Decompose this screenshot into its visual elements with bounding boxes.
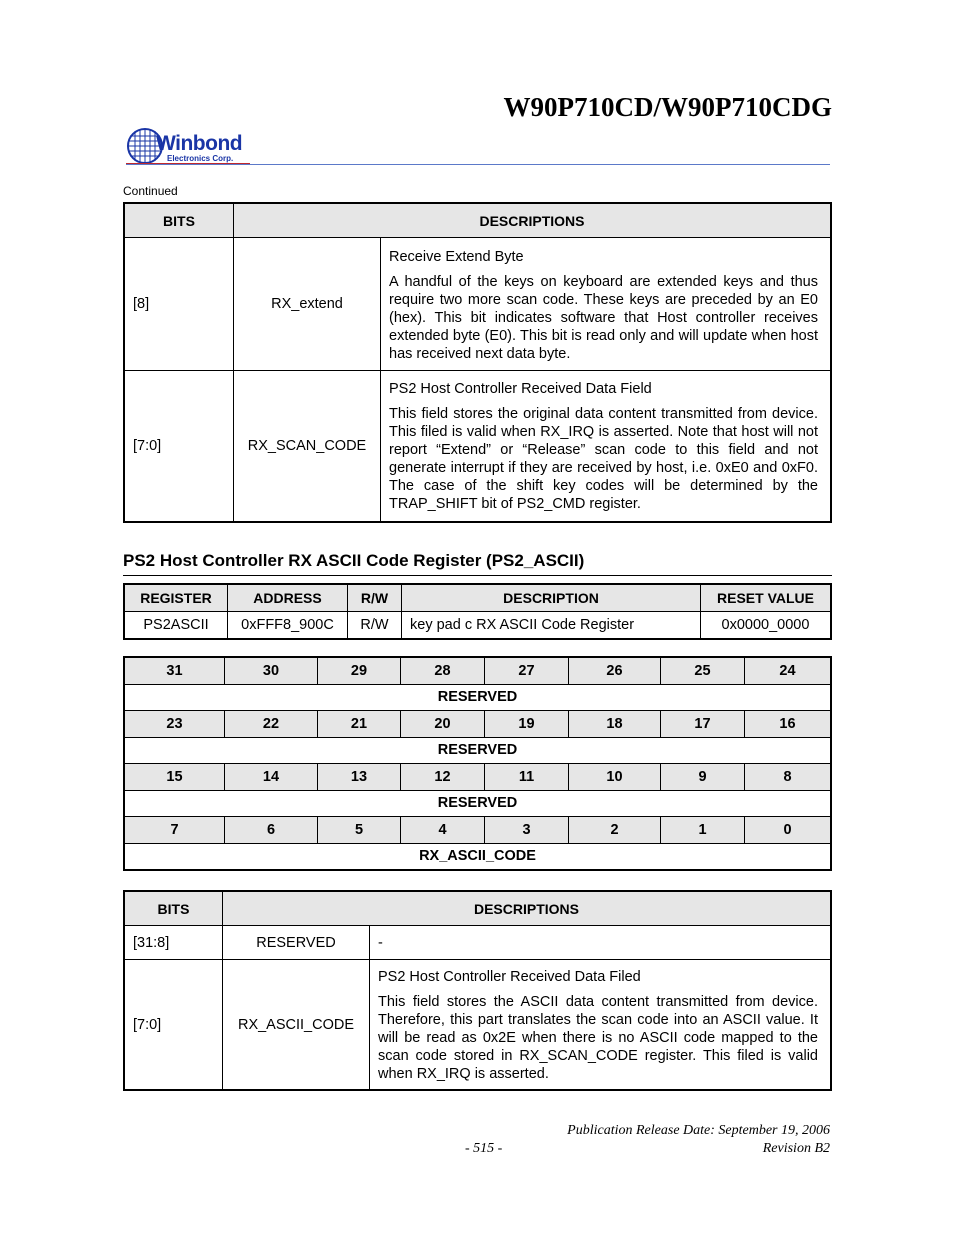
bit-number: 25: [661, 657, 745, 684]
description-header: DESCRIPTION: [402, 584, 701, 612]
bit-number: 19: [485, 711, 569, 738]
bit-number: 31: [124, 657, 225, 684]
bit-field-label: RESERVED: [124, 737, 831, 764]
field-name-cell: RESERVED: [223, 926, 370, 960]
table-row: [124, 371, 831, 522]
bit-number: 27: [485, 657, 569, 684]
bit-number: 18: [569, 711, 661, 738]
bit-number: 26: [569, 657, 661, 684]
bit-number: 4: [401, 817, 485, 844]
description-cell: [381, 238, 832, 371]
bit-number: 7: [124, 817, 225, 844]
bit-number: 16: [745, 711, 832, 738]
bit-number: 12: [401, 764, 485, 791]
bit-number: 28: [401, 657, 485, 684]
bit-number: 3: [485, 817, 569, 844]
bit-number: 14: [225, 764, 318, 791]
field-name-cell: RX_ASCII_CODE: [223, 960, 370, 1091]
bit-number: 21: [318, 711, 401, 738]
bit-number: 2: [569, 817, 661, 844]
bit-number: 13: [318, 764, 401, 791]
table-row: [124, 238, 831, 371]
bit-number: 5: [318, 817, 401, 844]
logo-subtitle: Electronics Corp.: [167, 154, 234, 163]
header-rule: [126, 164, 830, 165]
rw-header: R/W: [348, 584, 402, 612]
bits-header: BITS: [124, 891, 223, 926]
description-title: PS2 Host Controller Received Data Field: [389, 381, 652, 398]
register-header: REGISTER: [124, 584, 228, 612]
bits-cell: [31:8]: [124, 926, 223, 960]
description-text: A handful of the keys on keyboard are extended keys and thus require two more scan code. These keys are preceded by an E0 (hex). This bit indicates software that Host controller receives extended byte (E0). This bit is read only and will update when host has received next data byte.: [389, 273, 818, 362]
description-title: PS2 Host Controller Received Data Filed: [378, 969, 641, 985]
bit-number: 8: [745, 764, 832, 791]
description-cell: [381, 371, 832, 522]
bit-number: 24: [745, 657, 832, 684]
bits-description-table-2: [123, 890, 832, 1091]
bit-number: 23: [124, 711, 225, 738]
revision-label: Revision B2: [762, 1141, 830, 1156]
bit-number: 20: [401, 711, 485, 738]
table-row: [124, 612, 831, 640]
section-title: PS2 Host Controller RX ASCII Code Register (PS2_ASCII): [123, 551, 585, 570]
bit-field-label: RESERVED: [124, 684, 831, 711]
bits-description-table-1: [123, 202, 832, 523]
bit-number: 10: [569, 764, 661, 791]
address-cell: 0xFFF8_900C: [228, 612, 348, 640]
section-rule: [123, 575, 832, 576]
register-table: [123, 583, 832, 640]
description-cell: -: [370, 926, 832, 960]
bit-field-label: RX_ASCII_CODE: [124, 843, 831, 870]
description-cell: key pad c RX ASCII Code Register: [402, 612, 701, 640]
publication-date: Publication Release Date: September 19, 2006: [567, 1123, 830, 1138]
bit-number: 9: [661, 764, 745, 791]
bits-header: BITS: [124, 203, 234, 238]
document-title: W90P710CD/W90P710CDG: [503, 92, 832, 122]
field-name-cell: RX_SCAN_CODE: [234, 371, 381, 522]
bits-cell: [8]: [124, 238, 234, 371]
register-cell: PS2ASCII: [124, 612, 228, 640]
table-row: [124, 926, 831, 960]
description-text: This field stores the ASCII data content transmitted from device. Therefore, this part translates the scan code into an ASCII value. It will be read as 0x2E when there is no ASCII code mapped to the scan code stored in RX_SCAN_CODE register. This filed is valid when RX_IRQ is asserted.: [378, 994, 818, 1082]
bitmap-table: [123, 656, 832, 871]
bit-number: 15: [124, 764, 225, 791]
continued-label: Continued: [123, 184, 178, 198]
bit-number: 6: [225, 817, 318, 844]
bits-cell: [7:0]: [124, 960, 223, 1091]
bit-number: 30: [225, 657, 318, 684]
page-number: - 515 -: [465, 1141, 503, 1156]
logo-wordmark: Winbond: [156, 132, 243, 155]
bit-number: 22: [225, 711, 318, 738]
reset-value-cell: 0x0000_0000: [701, 612, 832, 640]
bit-number: 29: [318, 657, 401, 684]
bit-field-label: RESERVED: [124, 790, 831, 817]
table-row: [124, 960, 831, 1091]
bit-number: 0: [745, 817, 832, 844]
bit-number: 17: [661, 711, 745, 738]
reset-value-header: RESET VALUE: [701, 584, 832, 612]
address-header: ADDRESS: [228, 584, 348, 612]
descriptions-header: DESCRIPTIONS: [234, 203, 832, 238]
description-title: Receive Extend Byte: [389, 248, 524, 265]
rw-cell: R/W: [348, 612, 402, 640]
description-text: This field stores the original data content transmitted from device. This filed is valid when RX_IRQ is asserted. Note that host will not report “Extend” or “Release” scan code to this field and not generate interrupt if they are received by host, i.e. 0xE0 and 0xF0. The case of the shift key codes will be determined by the TRAP_SHIFT bit of PS2_CMD register.: [389, 406, 818, 513]
bit-number: 1: [661, 817, 745, 844]
bits-cell: [7:0]: [124, 371, 234, 522]
descriptions-header: DESCRIPTIONS: [223, 891, 832, 926]
bit-number: 11: [485, 764, 569, 791]
field-name-cell: RX_extend: [234, 238, 381, 371]
description-cell: [370, 960, 832, 1091]
